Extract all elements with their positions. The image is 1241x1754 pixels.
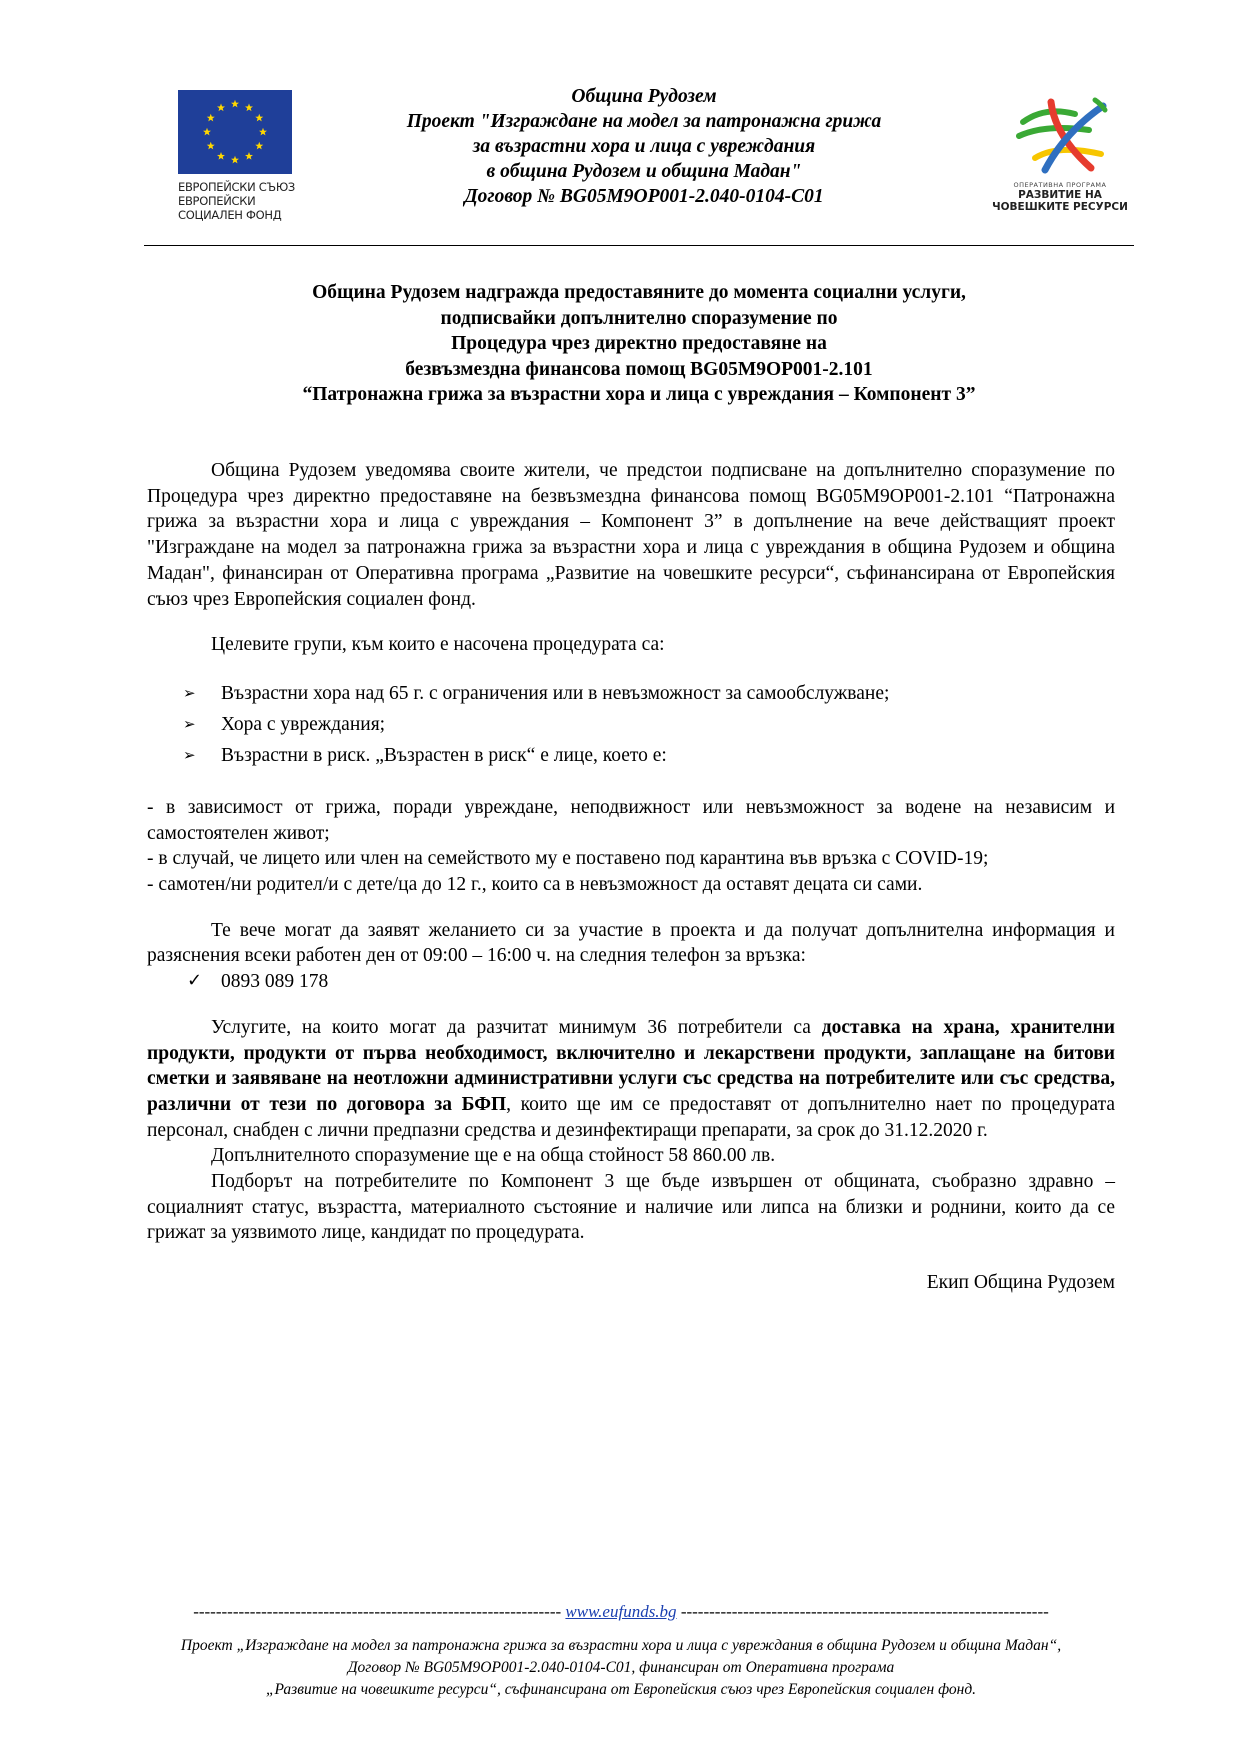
title-line: Община Рудозем надгражда предоставяните до момента социални услуги, <box>312 282 966 303</box>
header-project-line: в община Рудозем и община Мадан" <box>486 161 802 182</box>
page-header <box>144 84 1134 246</box>
header-municipality: Община Рудозем <box>571 86 717 107</box>
hrd-logo-line: ЧОВЕШКИТЕ РЕСУРСИ <box>992 201 1128 213</box>
criteria-item: - самотен/ни родител/и с дете/ца до 12 г., които са в невъзможност да оставят децата си сами. <box>147 874 923 896</box>
criteria-item: - в случай, че лицето или член на семейството му е поставено под карантина във връзка с COVID-19; <box>147 848 989 870</box>
header-project-line: Проект "Изграждане на модел за патронажна грижа <box>406 111 882 132</box>
eu-star-icon <box>231 156 239 164</box>
target-groups-intro: Целевите групи, към които е насочена процедурата са: <box>211 634 665 656</box>
arrow-bullet-icon: ➢ <box>183 745 196 764</box>
eu-star-icon <box>255 142 263 150</box>
services-text-end: , които ще им се предоставят от допълнително нает по процедурата персонал, снабден с лични предпазни средства и дезинфектиращи препарати, за срок до 31.12.2020 г. <box>147 1093 1115 1141</box>
at-risk-criteria <box>147 795 1115 898</box>
selection-paragraph: Подборът на потребителите по Компонент 3 ще бъде извършен от общината, съобразно здравно – социалният статус, възрастта, материалното състояние и наличие или липса на близки и роднини, които да се грижат за уязвимото лице, кандидат по процедурата. <box>147 1171 1115 1244</box>
arrow-bullet-icon: ➢ <box>183 714 196 733</box>
footer-line: Договор № BG05M9OP001-2.040-0104-C01, финансиран от Оперативна програма <box>347 1659 895 1676</box>
list-item <box>147 709 1115 740</box>
eu-star-icon <box>245 104 253 112</box>
footer-project-info <box>68 1635 1174 1701</box>
list-item <box>147 740 1115 771</box>
eu-star-icon <box>207 142 215 150</box>
phone-number: 0893 089 178 <box>221 971 329 993</box>
arrow-bullet-icon: ➢ <box>183 683 196 702</box>
contact-paragraph: Те вече могат да заявят желанието си за участие в проекта и да получат допълнителна информация и разяснения всеки работен ден от 09:00 – 16:00 ч. на следния телефон за връзка: <box>147 919 1115 967</box>
footer-line: Проект „Изграждане на модел за патронажна грижа за възрастни хора и лица с увреждания в община Рудозем и община Мадан“, <box>180 1637 1062 1654</box>
eu-star-icon <box>231 100 239 108</box>
hrd-program-logo <box>980 96 1140 213</box>
eu-star-icon <box>217 152 225 160</box>
services-paragraph <box>147 1015 1115 1144</box>
eu-logo-line: ЕВРОПЕЙСКИ <box>178 194 256 208</box>
footer-divider <box>68 1602 1174 1622</box>
list-item-text: Възрастни хора над 65 г. с ограничения или в невъзможност за самообслужване; <box>221 682 890 704</box>
hrd-logo-icon <box>1005 96 1115 174</box>
services-bold-text: доставка на храна, хранителни продукти, продукти от първа необходимост, включително и лекарствени продукти, заплащане на битови сметки и заявяване на неотложни административни услуги със средства на потребителите или със средства, различни от тези по договора за БФП <box>147 1016 1115 1115</box>
services-text: Услугите, на които могат да разчитат минимум 36 потребители са <box>211 1016 822 1038</box>
footer-line: „Развитие на човешките ресурси“, съфинансирана от Европейския съюз чрез Европейския социален фонд. <box>265 1681 977 1698</box>
header-divider <box>144 245 1134 246</box>
checkmark-icon: ✓ <box>187 970 203 992</box>
title-line: безвъзмездна финансова помощ BG05M9OP001-2.101 <box>405 358 873 380</box>
eu-logo-text <box>178 180 298 222</box>
list-item <box>147 678 1115 709</box>
header-project-info <box>324 84 964 209</box>
eu-star-icon <box>217 104 225 112</box>
eu-logo-line: ЕВРОПЕЙСКИ СЪЮЗ <box>178 180 296 194</box>
list-item-text: Възрастни в риск. „Възрастен в риск“ е лице, което е: <box>221 744 667 766</box>
eu-star-icon <box>259 128 267 136</box>
eu-logo-line: СОЦИАЛЕН ФОНД <box>178 208 282 222</box>
list-item-text: Хора с увреждания; <box>221 713 386 735</box>
target-groups-list <box>147 678 1115 771</box>
header-project-line: за възрастни хора и лица с увреждания <box>472 136 816 157</box>
eu-star-icon <box>207 114 215 122</box>
intro-paragraph: Община Рудозем уведомява своите жители, че предстои подписване на допълнително споразумение по Процедура чрез директно предоставяне на безвъзмездна финансова помощ BG05M9OP001-2.101 “Патронажна грижа за възрастни хора и лица с увреждания – Компонент 3” в допълнение на вече действащият проект "Изграждане на модел за патронажна грижа за възрастни хора и лица с увреждания в община Рудозем и община Мадан", финансиран от Оперативна програма „Развитие на човешките ресурси“, съфинансирана от Европейския съюз чрез Европейския социален фонд. <box>147 460 1115 610</box>
title-line: “Патронажна грижа за възрастни хора и лица с увреждания – Компонент 3” <box>302 384 976 405</box>
eufunds-link[interactable]: www.eufunds.bg <box>565 1602 677 1621</box>
agreement-value-paragraph: Допълнителното споразумение ще е на обща стойност 58 860.00 лв. <box>211 1145 776 1167</box>
eu-star-icon <box>255 114 263 122</box>
title-line: Процедура чрез директно предоставяне на <box>451 333 827 354</box>
header-contract-number: Договор № BG05M9OP001-2.040-0104-C01 <box>464 186 824 207</box>
eu-star-icon <box>245 152 253 160</box>
hrd-logo-line: РАЗВИТИЕ НА <box>1018 189 1102 201</box>
footer-dashes: ----------------------------------------------------------------- <box>193 1602 562 1621</box>
title-line: подписвайки допълнително споразумение по <box>440 307 838 329</box>
document-title <box>144 280 1134 408</box>
eu-logo <box>178 90 298 222</box>
criteria-item: - в зависимост от грижа, поради увреждане, неподвижност или невъзможност за водене на независим и самостоятелен живот; <box>147 796 1115 844</box>
footer-dashes: ----------------------------------------------------------------- <box>680 1602 1049 1621</box>
eu-star-icon <box>203 128 211 136</box>
hrd-logo-caption: ОПЕРАТИВНА ПРОГРАМА <box>1013 181 1107 189</box>
phone-line <box>147 969 1115 995</box>
document-body <box>147 458 1115 1296</box>
signature: Екип Община Рудозем <box>926 1272 1115 1294</box>
hrd-logo-text <box>980 189 1140 213</box>
eu-flag-icon <box>178 90 292 174</box>
